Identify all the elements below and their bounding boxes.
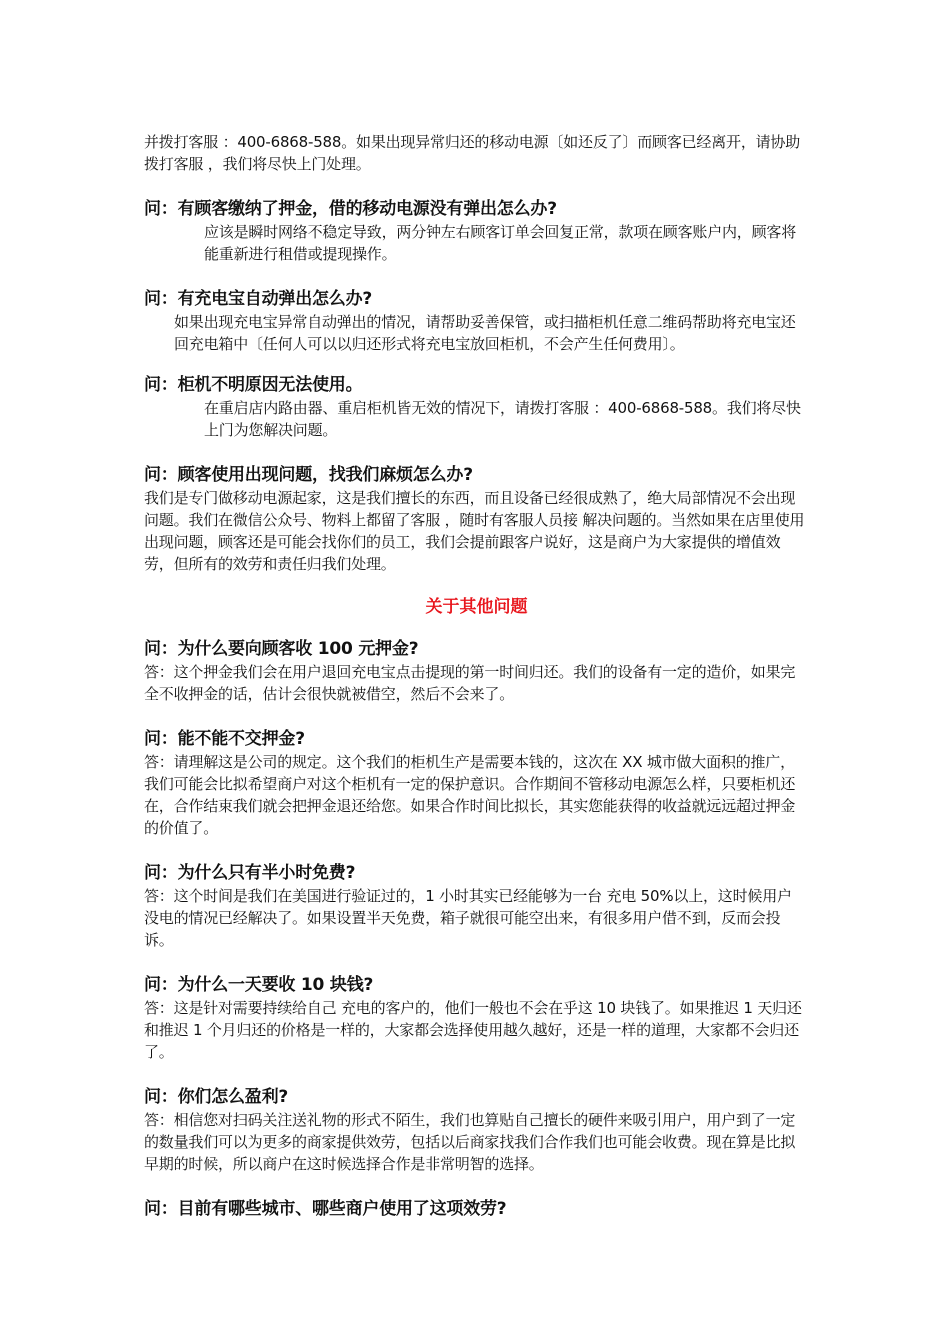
question-no-deposit: 问：能不能不交押金? xyxy=(144,729,305,749)
question-cabinet-unusable: 问：柜机不明原因无法使用。 xyxy=(144,375,363,395)
answer-deposit-100: 答：这个押金我们会在用户退回充电宝点击提现的第一时间归还。我们的设备有一定的造价，如果完全不收押金的话，估计会很快就被借空，然后不会来了。 xyxy=(144,663,796,703)
answer-half-hour-free: 答：这个时间是我们在美国进行验证过的，1 小时其实已经能够为一台 充电 50%以上，这时候用户 没电的情况已经解决了。如果设置半天免费，箱子就很可能空出来，有很多用户借不到，反而会投诉。 xyxy=(144,887,792,949)
question-ten-yuan-daily: 问：为什么一天要收 10 块钱? xyxy=(144,975,374,995)
answer-customer-trouble: 我们是专门做移动电源起家，这是我们擅长的东西，而且设备已经很成熟了，绝大局部情况不会出现问题。我们在微信公众号、物料上都留了客服 ，随时有客服人员接 解决问题的。当然如果在店里使用出现问题，顾客还是可能会找你们的员工，我们会提前跟客户说好，这是商户为大家提供的增值效劳，但所有的效劳和责任归我们处理。 xyxy=(144,489,805,573)
question-customer-trouble: 问：顾客使用出现问题，找我们麻烦怎么办? xyxy=(144,465,473,485)
continued-paragraph: 并拨打客服 ：400-6868-588。如果出现异常归还的移动电源〔如还反了〕而顾客已经离开，请协助拨打客服 ，我们将尽快上门处理。 xyxy=(144,133,801,173)
question-cities-merchants: 问：目前有哪些城市、哪些商户使用了这项效劳? xyxy=(144,1199,507,1219)
answer-no-deposit: 答：请理解这是公司的规定。这个我们的柜机生产是需要本钱的，这次在 XX 城市做大面积的推广，我们可能会比拟希望商户对这个柜机有一定的保护意识。合作期间不管移动电源怎么样，只要柜机还在，合作结束我们就会把押金退还给您。如果合作时间比拟长，其实您能获得的收益就远远超过押金的价值了。 xyxy=(144,753,796,837)
question-no-popout: 问：有顾客缴纳了押金，借的移动电源没有弹出怎么办? xyxy=(144,199,557,219)
section-title: 关于其他问题 xyxy=(425,597,528,617)
answer-auto-popout: 如果出现充电宝异常自动弹出的情况，请帮助妥善保管，或扫描柜机任意二维码帮助将充电宝还回充电箱中〔任何人可以以归还形式将充电宝放回柜机，不会产生任何费用〕。 xyxy=(174,313,796,353)
document-content xyxy=(144,131,809,1221)
answer-ten-yuan-daily: 答：这是针对需要持续给自己 充电的客户的，他们一般也不会在乎这 10 块钱了。如果推迟 1 天归还和推迟 1 个月归还的价格是一样的，大家都会选择使用越久越好，还是一样的道理，大家都不会归还了。 xyxy=(144,999,802,1061)
answer-no-popout: 应该是瞬时网络不稳定导致，两分钟左右顾客订单会回复正常，款项在顾客账户内，顾客将能重新进行租借或提现操作。 xyxy=(204,223,797,263)
question-half-hour-free: 问：为什么只有半小时免费? xyxy=(144,863,356,883)
question-profit: 问：你们怎么盈利? xyxy=(144,1087,289,1107)
question-auto-popout: 问：有充电宝自动弹出怎么办? xyxy=(144,289,373,309)
question-deposit-100: 问：为什么要向顾客收 100 元押金? xyxy=(144,639,419,659)
answer-profit: 答：相信您对扫码关注送礼物的形式不陌生，我们也算贴自己擅长的硬件来吸引用户，用户到了一定的数量我们可以为更多的商家提供效劳，包括以后商家找我们合作我们也可能会收费。现在算是比拟早期的时候，所以商户在这时候选择合作是非常明智的选择。 xyxy=(144,1111,796,1173)
answer-cabinet-unusable: 在重启店内路由器、重启柜机皆无效的情况下，请拨打客服 ：400-6868-588。我们将尽快上门为您解决问题。 xyxy=(204,399,801,439)
